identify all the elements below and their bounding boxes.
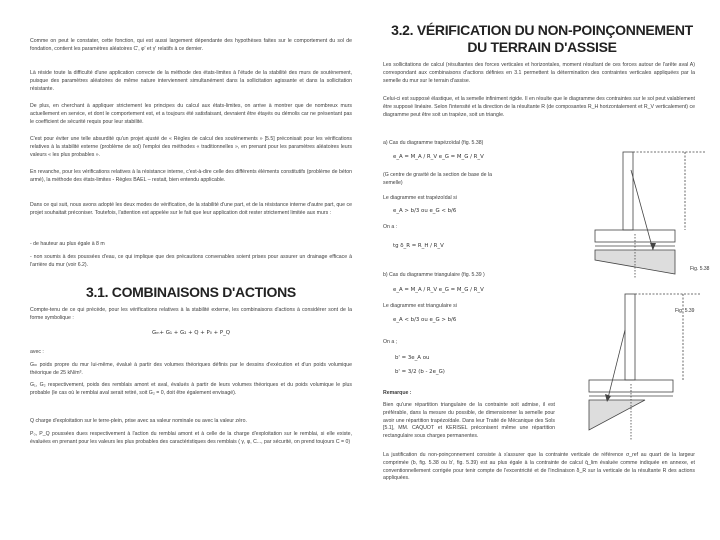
figure-label-5-39: Fig. 5.39 <box>675 308 695 314</box>
resultant-arrow <box>631 170 653 250</box>
paragraph-elastique: Celui-ci est supposé élastique, et la semelle infiniment rigide. Il en résulte que le diagramme des contraintes sur le sol peut valablement être supposé linéaire. Selon l'intensité et la direction de la résultante R (de composantes R_H horizontalement et R_V verticalement) ce diagramme peut être soit un trapèze, soit un triangle. <box>383 96 695 118</box>
paragraph-justification: La justification du non-poinçonnement consiste à s'assurer que la contrainte verticale de référence σ_ref au quart de la largeur comprimée (b, fig. 5.38 ou b', fig. 5.39) est au plus égale à la contrainte de calcul q̄_lim évaluée comme indiquée en annexe, et conventionnellement corrigée pour tenir compte de l'excentricité et de l'inclinaison δ_R sur la verticale de la résultante R des actions appliquées. <box>383 452 695 482</box>
label-avec: avec : <box>30 349 44 355</box>
formula-combination: Gₘ+ G₁ + G₂ + Q + P₀ + P_Q <box>151 330 231 336</box>
figure-trapezoidal-diagram <box>565 150 715 280</box>
equation-case-b: e_A = M_A / R_V e_G = M_G / R_V <box>393 287 484 293</box>
equation-case-a: e_A = M_A / R_V e_G = M_G / R_V <box>393 154 484 160</box>
trapezoid-condition-label: Le diagramme est trapézoïdal si <box>383 195 457 201</box>
equation-b-prime-2: b' = 3/2 (b - 2e_G) <box>395 369 445 375</box>
equation-tg-delta: tg δ_R = R_H / R_V <box>393 243 444 249</box>
triangle-condition-label: Le diagramme est triangulaire si <box>383 303 457 309</box>
equation-b-prime-1: b' = 3e_A ou <box>395 355 430 361</box>
bullet-water: - non soumis à des poussées d'eau, ce qui implique que des précautions convenables soient prises pour assurer un drainage efficace à l'arrière du mur (voir 6.2). <box>30 254 352 268</box>
paragraph-sollicitations: Les sollicitations de calcul (résultantes des forces verticales et horizontales, moment résultant de ces forces autour de l'arête aval A) correspondant aux combinaisons d'actions définies en 3.1 permettent la détermination des contraintes verticales appliquées par la semelle du mur sur le terrain d'assise. <box>383 62 695 84</box>
paragraph-p0pq: P₀, P_Q poussées dues respectivement à l'action du remblai amont et à celle de la charge d'exploitation sur le remblai, si elle existe, évaluées en prenant pour les valeurs les plus probables des caractéristiques des remblais ( γ, φ, C..., par sécurité, on prend toujours C = 0) <box>30 431 352 445</box>
paragraph-g1g2: G₁, G₂ respectivement, poids des remblais amont et aval, évalués à partir de leurs volumes théoriques et du poids volumique le plus probable (le cas où le remblai aval serait retiré, soit G₂ = 0, doit être également envisagé). <box>30 382 352 396</box>
case-a-label: a) Cas du diagramme trapézoïdal (fig. 5.38) <box>383 140 484 146</box>
paragraph-resistance: En revanche, pour les vérifications relatives à la résistance interne, c'est-à-dire celle des différents éléments constitutifs (problème de béton armé), la méthode des états-limites - Règles BAEL – restait, bien entendu applicable. <box>30 169 352 183</box>
paragraph-verification: Dans ce qui suit, nous avons adopté les deux modes de vérification, de la stabilité d'une part, et de la résistance interne d'autre part, que ce projet souhaitait préconiser. Toutefois, l'attention est appelée sur le fait que leur application doit rester strictement limitée aux murs : <box>30 202 352 216</box>
paragraph-gm: Gₘ poids propre du mur lui-même, évalué à partir des volumes théoriques définis par le dessins d'exécution et d'un poids volumique théorique de 25 kN/m³. <box>30 362 352 376</box>
triangle-stress-diagram <box>589 400 645 430</box>
on-a-label-1: On a : <box>383 224 398 230</box>
paragraph-intro: Comme on peut le constater, cette fonction, qui est aussi largement dépendante des hypothèses faites sur le comportement du sol de fondation, contient les paramètres aléatoires C', φ' et γ' relatifs à ce dernier. <box>30 38 352 52</box>
section-heading-combinaisons: 3.1. COMBINAISONS D'ACTIONS <box>86 284 296 300</box>
g-center-note: (G centre de gravité de la section de base de la semelle) <box>383 172 493 186</box>
triangle-condition: e_A < b/3 ou e_G > b/6 <box>393 317 457 323</box>
heading-line-1: 3.2. VÉRIFICATION DU NON-POINÇONNEMENT <box>391 22 693 38</box>
wall-stem <box>623 152 633 230</box>
paragraph-q: Q charge d'exploitation sur le terre-plein, prise avec sa valeur nominale ou avec la valeur zéro. <box>30 418 247 424</box>
paragraph-difficulty: Là réside toute la difficulté d'une application correcte de la méthode des états-limites à l'étude de la stabilité des murs de soutènement, puisque des paramètres aléatoires de même nature interviennent simultanément dans la sollicitation agissante et dans la sollicitation résistante. <box>30 70 352 92</box>
trapezoid-condition: e_A > b/3 ou e_G < b/6 <box>393 208 457 214</box>
resultant-arrowhead <box>650 243 656 250</box>
wall-stem <box>625 294 635 380</box>
remark-text: Bien qu'une répartition triangulaire de la contrainte soit admise, il est préférable, dans la mesure du possible, de dimensionner la semelle pour avoir une répartition trapézoïdale. Dans leur Traité de Mécanique des Sols [5.1], MM. CAQUOT et KERISEL préconisent même une répartition rectangulaire sous charges permanentes. <box>383 402 555 440</box>
bullet-height: - de hauteur au plus égale à 8 m <box>30 241 105 247</box>
on-a-label-2: On a ; <box>383 339 398 345</box>
figure-label-5-38: Fig. 5.38 <box>690 266 710 272</box>
case-b-label: b) Cas du diagramme triangulaire (fig. 5.39 ) <box>383 272 485 278</box>
paragraph-combinations: Compte-tenu de ce qui précède, pour les vérifications relatives à la stabilité externe, les combinaisons d'actions à considérer sont de la forme symbolique : <box>30 307 352 321</box>
section-heading-poinconnement <box>372 22 712 56</box>
remark-title: Remarque : <box>383 390 412 396</box>
figure-triangular-diagram <box>565 290 715 445</box>
paragraph-principles: De plus, en cherchant à appliquer strictement les principes du calcul aux états-limites, on arrive à montrer que de nombreux murs actuellement en service, et dont le comportement est, et a toujours été satisfaisant, devraient être étayés ou démolis car ne présentant pas le coefficient de sécurité requis pour leur stabilité. <box>30 103 352 125</box>
resultant-arrow <box>607 330 625 402</box>
paragraph-regles: C'est pour éviter une telle absurdité qu'un projet ajusté de « Règles de calcul des soutènements » [5.5] préconisait pour les vérifications relatives à la stabilité externe (problème de sol) l'emploi des méthodes « traditionnelles », en prenant pour les paramètres aléatoires leurs valeurs « les plus probables ». <box>30 136 352 158</box>
heading-line-2: DU TERRAIN D'ASSISE <box>467 39 617 55</box>
